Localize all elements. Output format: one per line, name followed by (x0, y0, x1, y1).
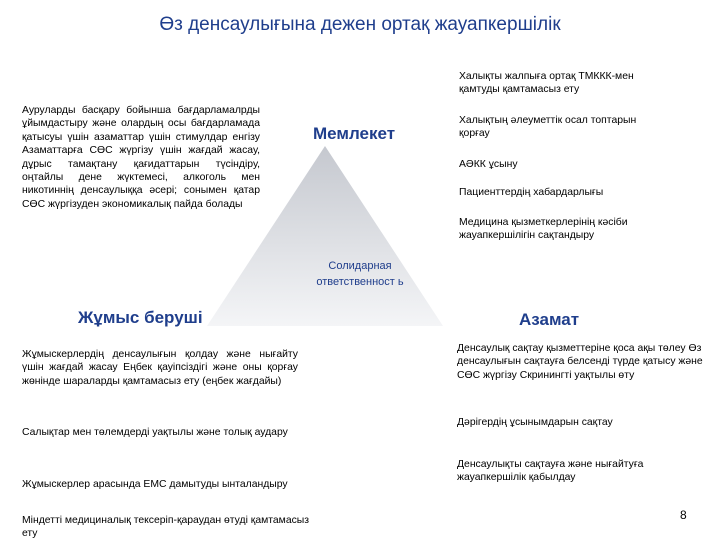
shared-responsibility-label: Солидарная ответственност ь (316, 260, 404, 288)
pyramid-triangle (207, 146, 443, 326)
state-item-3: АӘКК ұсыну (459, 159, 518, 170)
state-employer-description: Ауруларды басқару бойынша бағдарламалрды ұйымдастыру және олардың осы бағдарламада қатысуы үшін азаматтар үшін стимулдар енгізу Азаматтарға СӨС жүргізу үшін жағдай жасау, дұрыс тамақтану қағидаттарын түсіндіру, оңтайлы дене жүктемесі, алкоголь мен никотиннің денсаулыққа әсері; сонымен қатар СӨС жүргізуден экономикалық пайда болады (22, 105, 260, 210)
citizen-label: Азамат (519, 310, 580, 329)
employer-item-3: Жұмыскерлер арасында ЕМС дамытуды ынталандыру (22, 479, 288, 490)
state-label: Мемлекет (313, 124, 396, 143)
slide-title: Өз денсаулығына дежен ортақ жауапкершілік (159, 14, 561, 35)
employer-item-1: Жұмыскерлердің денсаулығын қолдау және нығайту үшін жағдай жасау Еңбек қауіпсіздігі және оны қорғау жөнінде шараларды қамтамасыз ету (еңбек жағдайы) (22, 349, 298, 387)
page-number: 8 (680, 508, 687, 522)
employer-item-4: Міндетті медициналық тексеріп-қараудан өтуді қамтамасыз ету (22, 515, 310, 540)
employer-item-2: Салықтар мен төлемдерді уақтылы және толық аудару (22, 427, 288, 438)
state-item-4: Пациенттердің хабардарлығы (459, 187, 604, 198)
state-item-2: Халықтың әлеуметтік осал топтарын қорғау (459, 115, 637, 140)
citizen-item-1: Денсаулық сақтау қызметтеріне қоса ақы төлеу Өз денсаулығын сақтауға белсенді түрде қатысу және СӨС жүргізу Скринингті уақтылы өту (457, 343, 703, 381)
employer-label: Жұмыс беруші (78, 308, 203, 327)
citizen-item-2: Дәрігердің ұсынымдарын сақтау (457, 417, 613, 428)
state-item-1: Халықты жалпыға ортақ ТМККК-мен қамтуды қамтамасыз ету (459, 71, 634, 96)
citizen-item-3: Денсаулықты сақтауға және нығайтуға жауапкершілік қабылдау (457, 459, 644, 484)
state-item-5: Медицина қызметкерлерінің кәсіби жауапкершілігін сақтандыру (459, 217, 628, 242)
